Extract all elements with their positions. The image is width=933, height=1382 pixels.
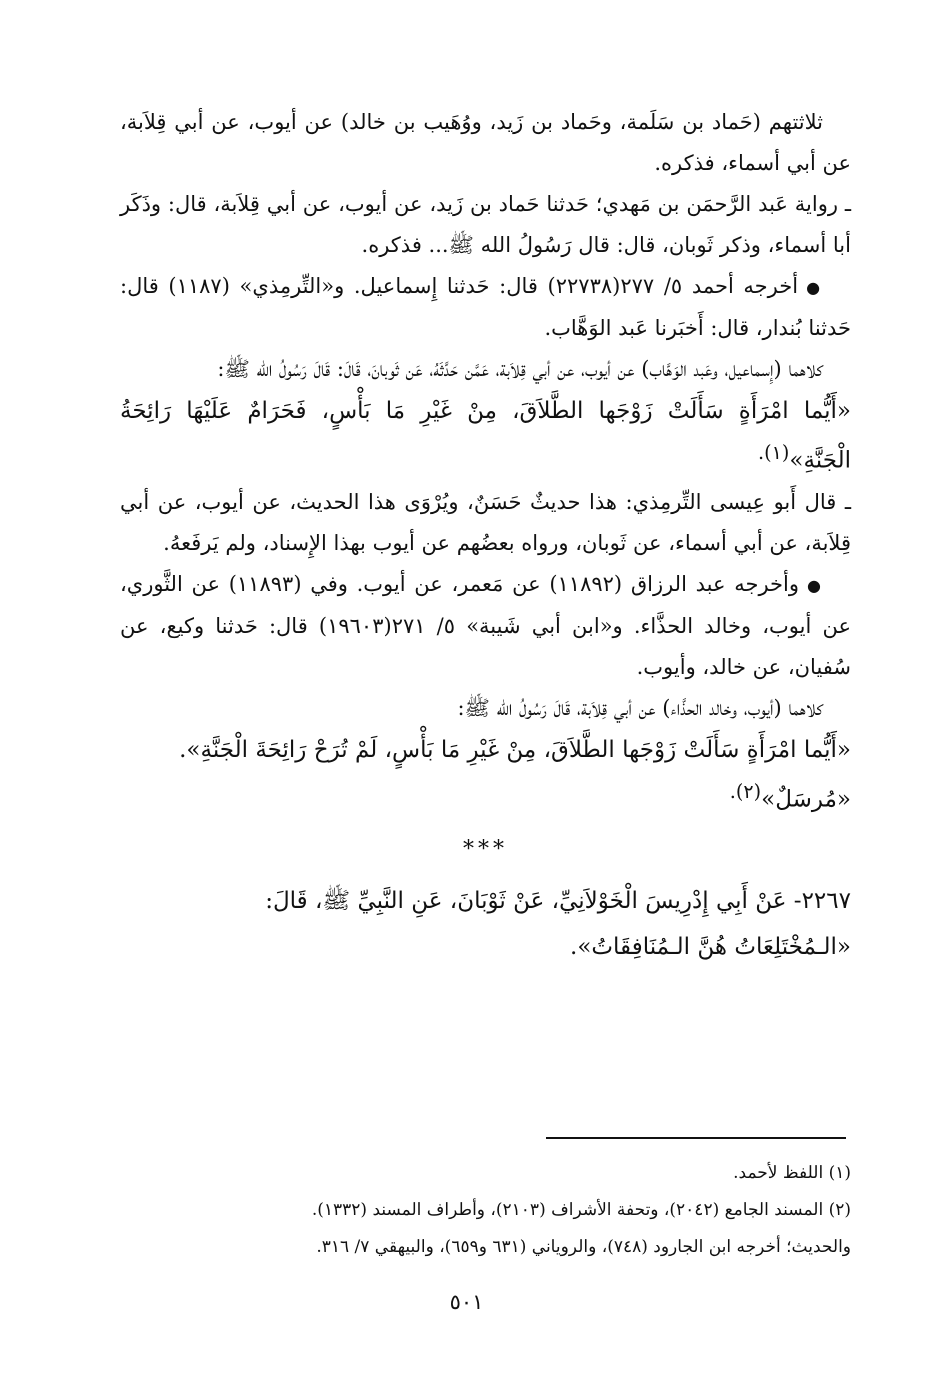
footnote-ref-2: (٢). xyxy=(729,779,762,803)
mursal-text: «مُرسَلٌ» xyxy=(761,786,851,813)
paragraph-narration-mahdi: ـ رواية عَبد الرَّحمَن بن مَهدي؛ حَدثنا حَماد بن زَيد، عن أيوب، عن أبي قِلاَبة، قال: وذَكَر أبا أسماء، وذكر ثَوبان، قال: قال رَسُولُ الله ﷺ... فذكره. xyxy=(120,192,851,257)
paragraph-tirmidhi-comment: ـ قال أَبو عِيسى التِّرمِذي: هذا حديثٌ حَسَنٌ، ويُرْوَى هذا الحديث، عن أيوب، عن أبي قِلاَبة، عن أبي أسماء، عن ثَوبان، ورواه بعضُهم عن أيوب بهذا الإِسناد، ولم يَرفَعهُ. xyxy=(120,489,851,555)
bullet-icon: ● xyxy=(807,575,823,595)
footnote-ref-1: (١). xyxy=(758,441,790,464)
hadith-quote-2: «أَيُّما امْرَأَةٍ سَأَلَتْ زَوْجَها الطَّلاَقَ، مِنْ غَيْرِ مَا بَأْسٍ، لَمْ تُرَحْ رَائِحَةَ الْجَنَّةِ». xyxy=(179,736,851,763)
paragraph-takhrij-abdulrazzaq xyxy=(120,564,851,688)
footnotes xyxy=(120,1155,851,1266)
footnote-divider xyxy=(546,1137,846,1139)
paragraph-both-narrators-2: كلاهما (أيوب، وخالد الحذَّاء) عن أبي قِلاَبة، قَالَ رَسُولُ الله ﷺ: xyxy=(457,695,823,720)
hadith-2267-line2: «الـمُخْتَلِعَاتُ هُنَّ الـمُنَافِقَاتُ». xyxy=(570,934,851,961)
hadith-2267-line1: ٢٢٦٧- عَنْ أَبِي إِدْرِيسَ الْخَوْلاَنِيِّ، عَنْ ثَوْبَانَ، عَنِ النَّبِيِّ ﷺ، قَالَ: xyxy=(265,888,851,915)
paragraph-takhrij-abdulrazzaq-text: وأخرجه عبد الرزاق (١١٨٩٢) عن مَعمر، عن أيوب. وفي (١١٨٩٣) عن الثَّوري، عن أيوب، وخالد الحذَّاء. و«ابن أبي شَيبة» ٥/ ٢٧١(١٩٦٠٣) قال: حَدثنا وكيع، عن سُفيان، عن خالد، وأيوب. xyxy=(120,571,851,679)
mursal-note xyxy=(120,771,851,821)
hadith-quote-1 xyxy=(120,390,851,482)
section-separator: *** xyxy=(463,837,508,863)
main-text xyxy=(120,102,851,970)
footnote-1: (١) اللفظ لأحمد. xyxy=(733,1163,851,1183)
paragraph-takhrij-ahmad-text: أخرجه أحمد ٥/ ٢٧٧(٢٢٧٣٨) قال: حَدثنا إِسماعيل. و«التِّرمِذي» (١١٨٧) قال: حَدثنا بُندار، قال: أَخبَرنا عَبد الوَهَّاب. xyxy=(120,274,851,340)
footnote-2: (٢) المسند الجامع (٢٠٤٢)، وتحفة الأشراف (٢١٠٣)، وأطراف المسند (١٣٣٢). xyxy=(311,1200,851,1220)
paragraph-both-narrators: كلاهما (إِسماعيل، وعَبد الوَهَّاب) عن أيوب، عن أبي قِلاَبة، عَمَّن حَدَّثَهُ، عَن ثَوبانَ، قَالَ: قَالَ رَسُولُ الله ﷺ: xyxy=(217,357,823,381)
hadith-quote-1-text: «أَيُّما امْرَأَةٍ سَأَلَتْ زَوْجَها الطَّلاَقَ، مِنْ غَيْرِ مَا بَأْسٍ، فَحَرَامٌ عَلَيْهَا رَائِحَةُ الْجَنَّةِ» xyxy=(120,398,851,474)
bullet-icon: ● xyxy=(806,278,823,297)
footnote-2-continued: والحديث؛ أخرجه ابن الجارود (٧٤٨)، والروياني (٦٣١ و٦٥٩)، والبيهقي ٧/ ٣١٦. xyxy=(316,1237,851,1257)
paragraph-takhrij-ahmad xyxy=(120,266,851,349)
paragraph-narrators-1: ثلاثتهم (حَماد بن سَلَمة، وحَماد بن زَيد، ووُهَيب بن خالد) عن أيوب، عن أبي قِلاَبة، عن أبي أسماء، فذكره. xyxy=(120,110,851,175)
page-number: ٥٠١ xyxy=(449,1290,484,1314)
